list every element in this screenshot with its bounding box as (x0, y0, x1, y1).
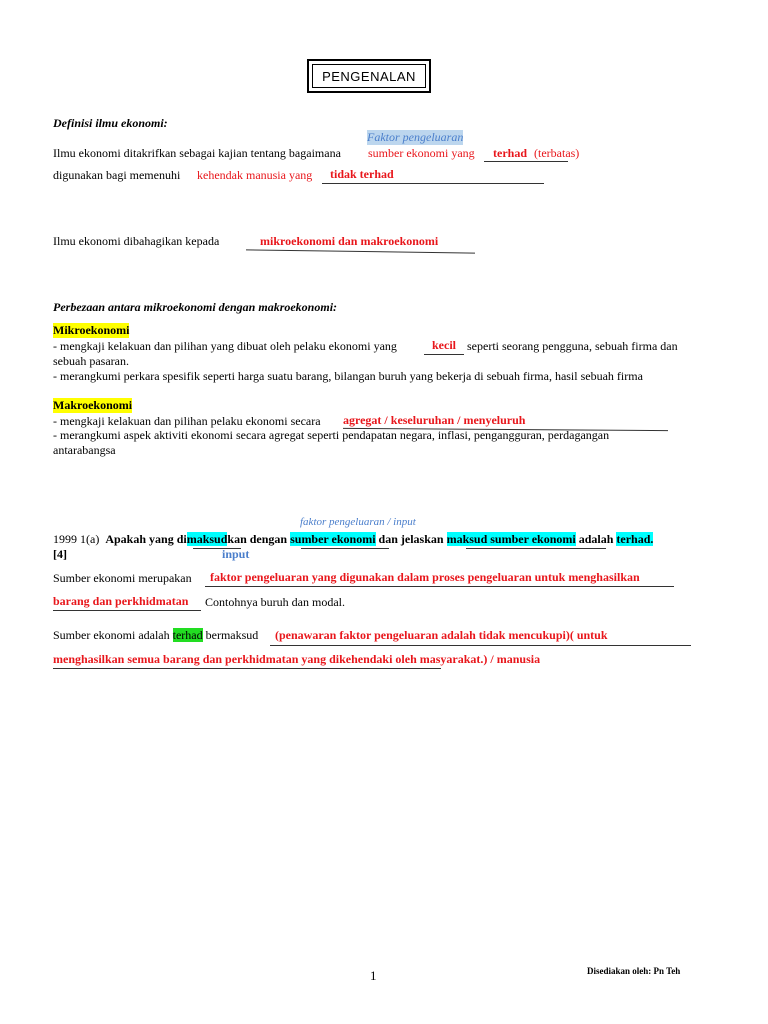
question-marks: [4] (53, 547, 67, 561)
question-hl-maksud-sumber: maksud sumber ekonomi (446, 532, 576, 546)
answer-2-red-2: menghasilkan semua barang dan perkhidmatan yang dikehendaki oleh masyarakat.) / manusia (53, 652, 541, 666)
question-hl-sumber: sumber ekonomi (290, 532, 376, 546)
answer-terbatas: (terbatas) (534, 146, 580, 160)
answer-2-red: (penawaran faktor pengeluaran adalah tidak mencukupi)( untuk (275, 628, 608, 642)
mikro-line-1a: - mengkaji kelakuan dan pilihan yang dibuat oleh pelaku ekonomi yang (53, 339, 397, 353)
question-part: kan dengan (227, 532, 288, 546)
definition-red-2: kehendak manusia yang (197, 168, 313, 182)
makro-line-2: - merangkumi aspek aktiviti ekonomi secara agregat seperti pendapatan negara, inflasi, pengangguran, perdagangan (53, 428, 610, 442)
mikro-line-2: sebuah pasaran. (53, 354, 129, 368)
makro-line-3: antarabangsa (53, 443, 116, 457)
answer-terhad: terhad (493, 146, 527, 160)
answer-line-9 (53, 668, 441, 669)
question-hl-terhad: terhad. (616, 532, 654, 546)
definition-line-1 (53, 146, 341, 161)
mikro-line-1b: seperti seorang pengguna, sebuah firma dan (467, 339, 678, 353)
answer-1-red: faktor pengeluaran yang digunakan dalam proses pengeluaran untuk menghasilkan (210, 570, 640, 584)
question-underline-3 (466, 548, 606, 549)
page-number: 1 (370, 968, 377, 983)
definition-text-2: digunakan bagi memenuhi (53, 168, 181, 182)
definition-red-1: sumber ekonomi yang (368, 146, 475, 160)
answer-line-1 (484, 161, 568, 162)
answer-1-text: Sumber ekonomi merupakan (53, 571, 192, 585)
answer-mikro-makro: mikroekonomi dan makroekonomi (260, 234, 439, 248)
question-line (53, 532, 653, 547)
answer-2-line (53, 628, 258, 643)
note-input: input (222, 547, 250, 561)
prepared-by: Disediakan oleh: Pn Teh (587, 966, 681, 976)
answer-line-6 (205, 586, 674, 587)
answer-1-tail: Contohnya buruh dan modal. (205, 595, 345, 609)
division-text: Ilmu ekonomi dibahagikan kepada (53, 234, 220, 248)
question-part: adalah (578, 532, 614, 546)
question-part: dan jelaskan (378, 532, 444, 546)
question-part: Apakah yang di (105, 532, 187, 546)
title-box (307, 59, 431, 93)
page-title: PENGENALAN (322, 68, 416, 84)
answer-2-text: Sumber ekonomi adalah (53, 628, 170, 642)
answer-line-2 (322, 183, 544, 184)
answer-kecil: kecil (432, 338, 456, 352)
makro-line-1a: - mengkaji kelakuan dan pilihan pelaku ekonomi secara (53, 414, 321, 428)
mikro-line-3: - merangkumi perkara spesifik seperti harga suatu barang, bilangan buruh yang bekerja di sebuah firma, hasil sebuah firma (53, 369, 643, 383)
answer-line-4 (424, 354, 464, 355)
answer-2-text-2: bermaksud (205, 628, 259, 642)
answer-1-red-2: barang dan perkhidmatan (53, 594, 189, 608)
makro-label: Makroekonomi (53, 398, 133, 412)
difference-heading: Perbezaan antara mikroekonomi dengan makroekonomi: (53, 300, 338, 314)
answer-line-8 (270, 645, 691, 646)
question-hl-maksud: maksud (186, 532, 228, 546)
definition-text: Ilmu ekonomi ditakrifkan sebagai kajian tentang bagaimana (53, 146, 341, 160)
mikro-label: Mikroekonomi (53, 323, 130, 337)
answer-line-3 (246, 249, 475, 253)
definition-heading: Definisi ilmu ekonomi: (53, 116, 168, 130)
answer-agregat: agregat / keseluruhan / menyeluruh (343, 413, 526, 427)
note-faktor-pengeluaran: Faktor pengeluaran (367, 130, 464, 144)
question-underline-2 (301, 548, 389, 549)
answer-2-hl-terhad: terhad (172, 628, 203, 642)
note-faktor-input: faktor pengeluaran / input (300, 516, 416, 528)
answer-line-7 (53, 610, 201, 611)
answer-tidak-terhad: tidak terhad (330, 167, 394, 181)
question-number: 1999 1(a) (53, 532, 100, 546)
